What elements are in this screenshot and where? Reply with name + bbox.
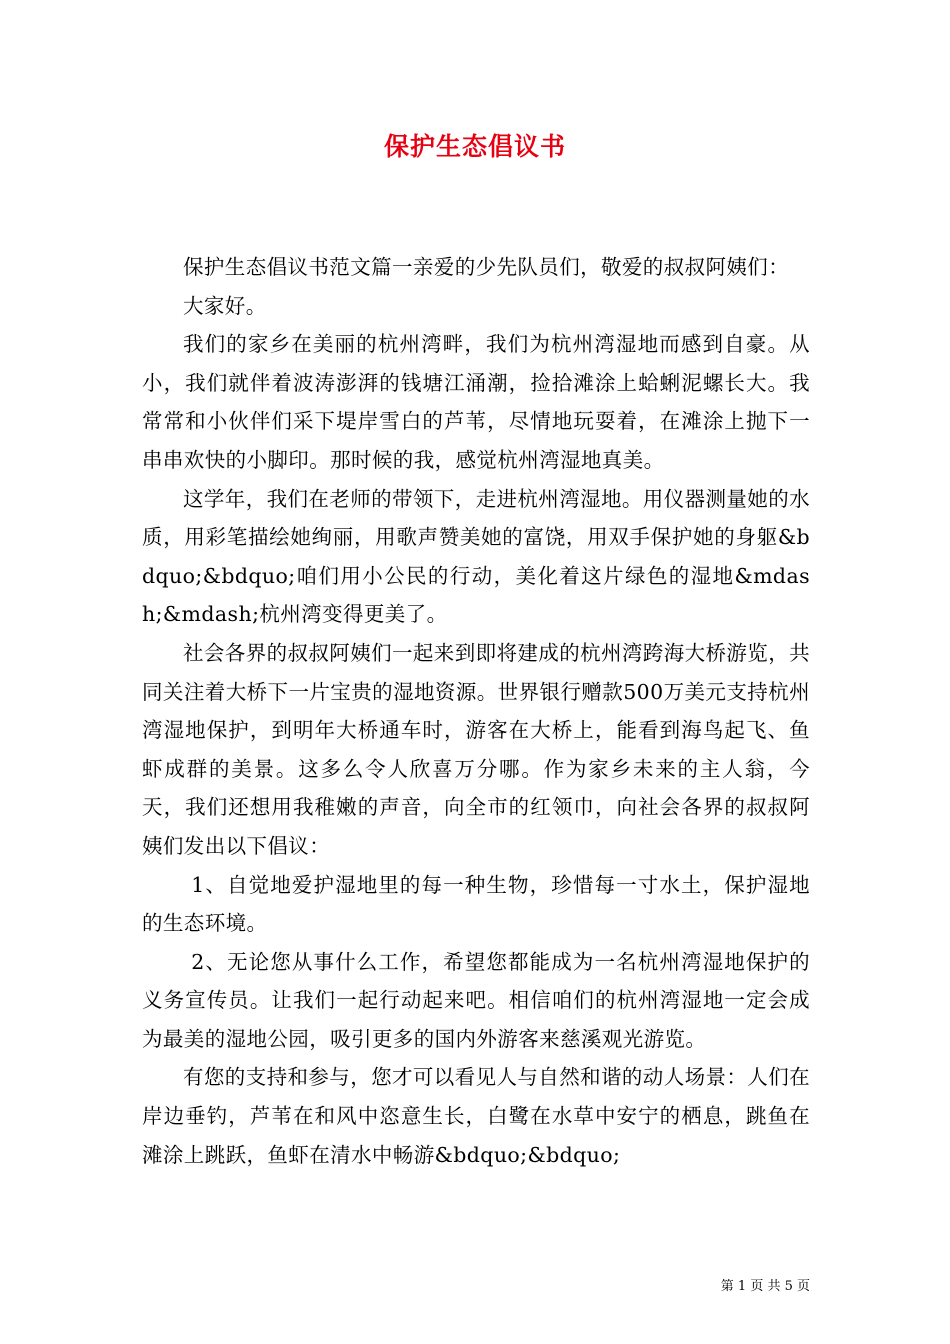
document-title: 保护生态倡议书 <box>383 132 566 161</box>
paragraph-hometown: 我们的家乡在美丽的杭州湾畔，我们为杭州湾湿地而感到自豪。从小，我们就伴着波涛澎湃的钱塘江涌潮，捡拾滩涂上蛤蜊泥螺长大。我常常和小伙伴们采下堤岸雪白的芦苇，尽情地玩耍着，在滩涂上抛下一串串欢快的小脚印。那时候的我，感觉杭州湾湿地真美。 <box>142 332 810 472</box>
paragraph-closing: 有您的支持和参与，您才可以看见人与自然和谐的动人场景：人们在岸边垂钓，芦苇在和风中恣意生长，白鹭在水草中安宁的栖息，跳鱼在滩涂上跳跃，鱼虾在清水中畅游&bdquo;&bdquo; <box>142 1065 810 1167</box>
document-body <box>142 248 810 1174</box>
paragraph-salutation: 保护生态倡议书范文篇一亲爱的少先队员们，敬爱的叔叔阿姨们： <box>183 255 790 279</box>
paragraph-proposal-2: 2、无论您从事什么工作，希望您都能成为一名杭州湾湿地保护的义务宣传员。让我们一起行动起来吧。相信咱们的杭州湾湿地一定会成为最美的湿地公园，吸引更多的国内外游客来慈溪观光游览。 <box>142 949 810 1051</box>
paragraph-greeting: 大家好。 <box>183 293 267 318</box>
page-number-footer: 第 1 页 共 5 页 <box>720 1279 810 1294</box>
paragraph-proposal-1: 1、自觉地爱护湿地里的每一种生物，珍惜每一寸水土，保护湿地的生态环境。 <box>142 872 810 936</box>
paragraph-society: 社会各界的叔叔阿姨们一起来到即将建成的杭州湾跨海大桥游览，共同关注着大桥下一片宝贵的湿地资源。世界银行赠款500万美元支持杭州湾湿地保护，到明年大桥通车时，游客在大桥上，能看到海鸟起飞、鱼虾成群的美景。这多么令人欣喜万分哪。作为家乡未来的主人翁，今天，我们还想用我稚嫩的声音，向全市的红领巾，向社会各界的叔叔阿姨们发出以下倡议： <box>142 640 810 858</box>
paragraph-school-year: 这学年，我们在老师的带领下，走进杭州湾湿地。用仪器测量她的水质，用彩笔描绘她绚丽，用歌声赞美她的富饶，用双手保护她的身躯&bdquo;&bdquo;咱们用小公民的行动，美化着这片绿色的湿地&mdash;&mdash;杭州湾变得更美了。 <box>142 486 810 627</box>
